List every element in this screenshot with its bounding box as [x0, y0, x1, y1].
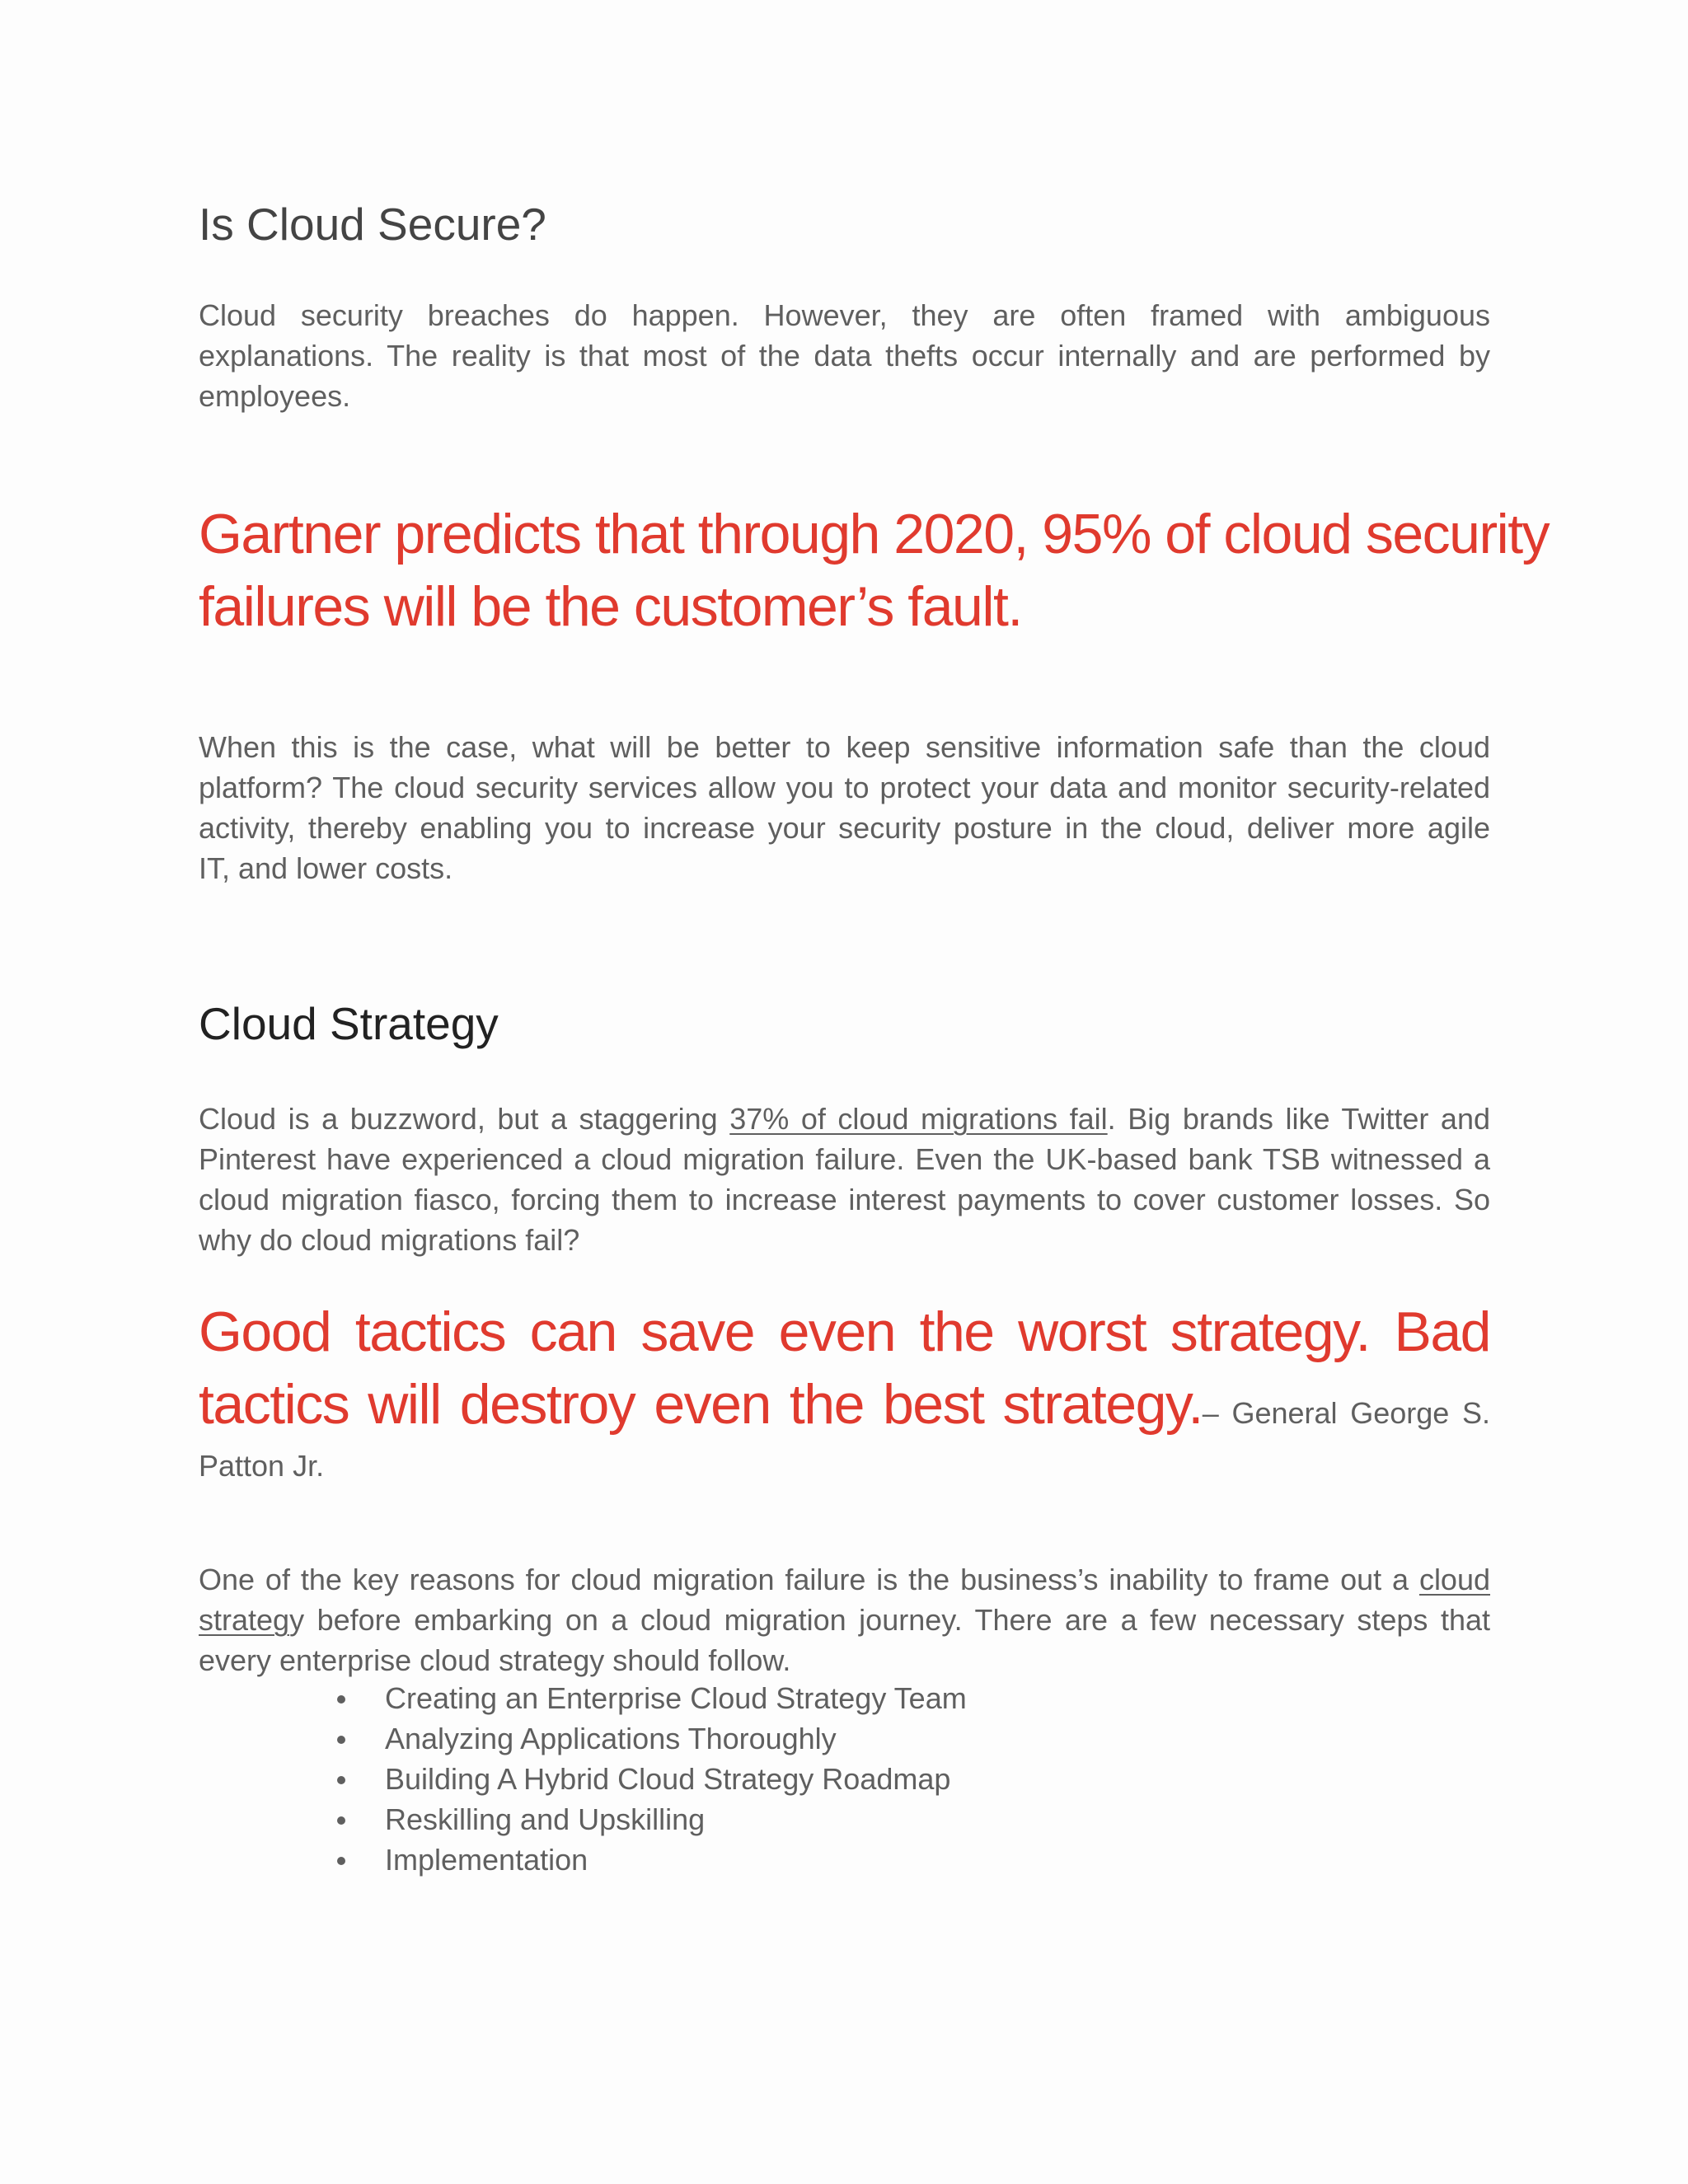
section-heading-cloud-strategy: Cloud Strategy — [199, 998, 499, 1049]
list-item-label: Creating an Enterprise Cloud Strategy Team — [385, 1681, 967, 1715]
text-line: why do cloud migrations fail? — [199, 1223, 580, 1257]
text-line — [199, 1600, 1490, 1640]
link-cloud-strategy[interactable]: cloud — [1418, 1563, 1490, 1596]
text-line — [199, 1099, 1490, 1139]
paragraph-migration-failure-reasons — [199, 1559, 1490, 1680]
list-item — [199, 1718, 967, 1759]
cloud-strategy-steps-list — [199, 1678, 967, 1880]
text-line: Pinterest have experienced a cloud migration failure. Even the UK-based bank TSB witnessed a — [199, 1142, 1490, 1176]
bullet-icon — [337, 1695, 345, 1704]
text-fragment: One of the key reasons for cloud migration failure is the business’s inability to frame out a — [199, 1563, 1419, 1596]
list-item — [199, 1678, 967, 1718]
list-item-label: Reskilling and Upskilling — [385, 1802, 706, 1836]
list-item-label: Implementation — [385, 1843, 588, 1877]
text-line: IT, and lower costs. — [199, 851, 453, 885]
section-heading-cloud-secure: Is Cloud Secure? — [199, 199, 546, 250]
list-item — [199, 1840, 967, 1880]
quote-attribution-continued: Patton Jr. — [199, 1449, 325, 1483]
pull-quote-gartner — [199, 498, 1550, 643]
list-item-label: Building A Hybrid Cloud Strategy Roadmap — [385, 1762, 951, 1796]
text-line: every enterprise cloud strategy should follow. — [199, 1643, 791, 1677]
list-item — [199, 1799, 967, 1840]
text-line: employees. — [199, 379, 351, 413]
link-cloud-strategy-continued[interactable]: strateg — [199, 1603, 290, 1637]
text-line: explanations. The reality is that most of the data thefts occur internally and are performed by — [199, 339, 1490, 373]
quote-text: tactics will destroy even the best strategy. — [199, 1373, 1203, 1436]
text-line — [199, 1559, 1490, 1600]
text-line: platform? The cloud security services allow you to protect your data and monitor security-related — [199, 771, 1490, 804]
quote-line — [199, 1368, 1490, 1450]
list-item-label: Analyzing Applications Thoroughly — [385, 1722, 837, 1755]
list-item — [199, 1759, 967, 1799]
quote-attribution: – General George S. — [1202, 1396, 1490, 1430]
text-fragment: y before embarking on a cloud migration journey. There are a few necessary steps that — [289, 1603, 1490, 1637]
text-fragment: . Big brands like Twitter and — [1107, 1102, 1490, 1136]
bullet-icon — [337, 1857, 345, 1865]
quote-line: Good tactics can save even the worst strategy. Bad — [199, 1301, 1490, 1363]
bullet-icon — [337, 1736, 345, 1744]
link-cloud-migrations-fail[interactable]: 37% of cloud migrations fail — [729, 1102, 1108, 1136]
quote-line: Gartner predicts that through 2020, 95% of cloud security — [199, 503, 1550, 565]
text-line: cloud migration fiasco, forcing them to increase interest payments to cover customer losses. So — [199, 1183, 1490, 1216]
text-line: Cloud security breaches do happen. However, they are often framed with ambiguous — [199, 298, 1490, 332]
bullet-icon — [337, 1776, 345, 1784]
pull-quote-patton — [199, 1296, 1490, 1450]
text-line: When this is the case, what will be better to keep sensitive information safe than the cloud — [199, 730, 1490, 764]
paragraph-cloud-breaches — [199, 295, 1490, 416]
paragraph-cloud-migrations — [199, 1099, 1490, 1260]
paragraph-cloud-security-services — [199, 727, 1490, 888]
bullet-icon — [337, 1816, 345, 1825]
text-line: activity, thereby enabling you to increase your security posture in the cloud, deliver more agile — [199, 811, 1490, 845]
text-fragment: Cloud is a buzzword, but a staggering — [199, 1102, 730, 1136]
quote-line: failures will be the customer’s fault. — [199, 575, 1022, 638]
